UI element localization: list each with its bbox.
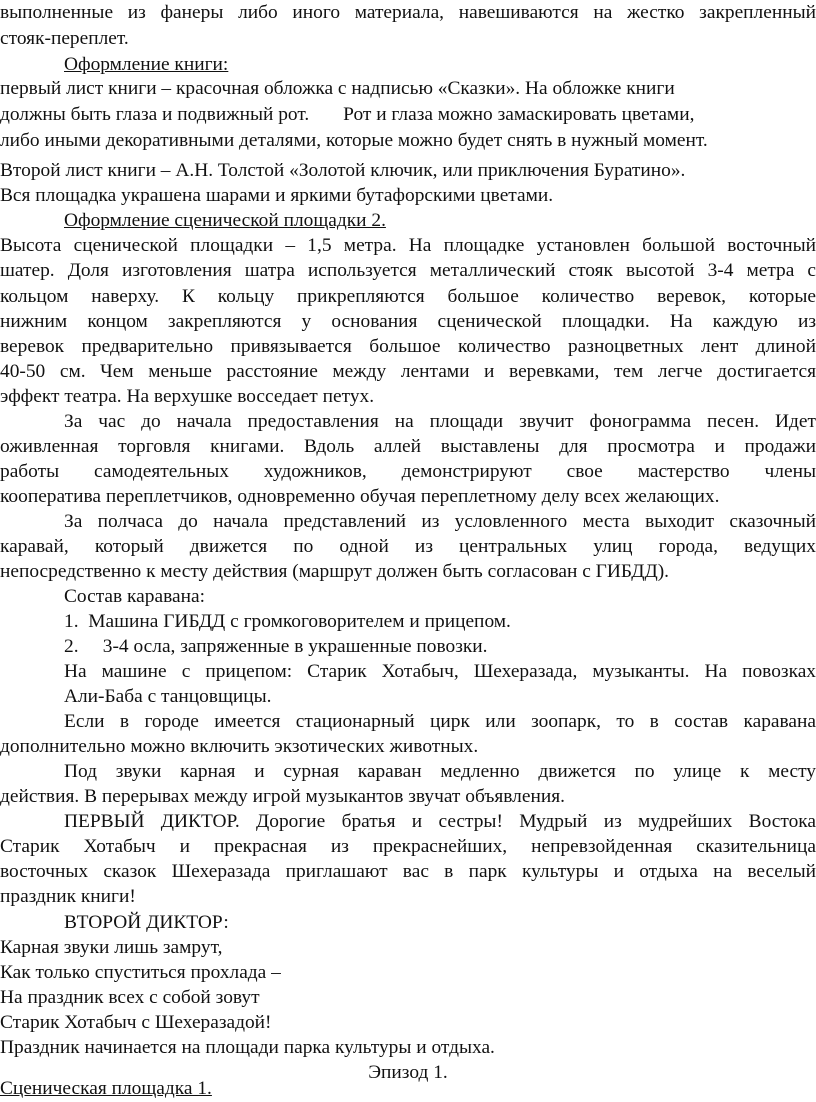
text-line: Старик Хотабыч и прекрасная из прекраснейших, непревзойденная сказительница xyxy=(0,836,816,857)
text-line: первый лист книги – красочная обложка с надписью «Сказки». На обложке книги xyxy=(0,78,675,99)
text-line: кольцом наверху. К кольцу прикрепляются большое количество веревок, которые xyxy=(0,286,816,307)
text-line: Вся площадка украшена шарами и яркими бутафорскими цветами. xyxy=(0,185,554,206)
text-line: дополнительно можно включить экзотических животных. xyxy=(0,736,479,757)
text-line: эффект театра. На верхушке восседает петух. xyxy=(0,386,375,407)
text-line: действия. В перерывах между игрой музыкантов звучат объявления. xyxy=(0,786,565,807)
text-line: работы самодеятельных художников, демонстрируют свое мастерство члены xyxy=(0,461,816,482)
text-line: либо иными декоративными деталями, которые можно будет снять в нужный момент. xyxy=(0,130,708,151)
section-heading-stage-1: Сценическая площадка 1. xyxy=(0,1078,212,1099)
list-item: 1. Машина ГИБДД с громкоговорителем и прицепом. xyxy=(64,611,511,632)
text-line: Состав каравана: xyxy=(64,586,205,607)
text-line: Али-Баба с танцовщицы. xyxy=(64,686,272,707)
text-line: За полчаса до начала представлений из условленного места выходит сказочный xyxy=(64,511,816,532)
text-line: На машине с прицепом: Старик Хотабыч, Шехеразада, музыканты. На повозках xyxy=(64,661,816,682)
text-line: Праздник начинается на площади парка культуры и отдыха. xyxy=(0,1037,495,1058)
text-line: Как только спуститься прохлада – xyxy=(0,962,281,983)
text-line: стояк-переплет. xyxy=(0,28,129,49)
text-line: Если в городе имеется стационарный цирк или зоопарк, то в состав каравана xyxy=(64,711,816,732)
text-line: должны быть глаза и подвижный рот. Рот и глаза можно замаскировать цветами, xyxy=(0,104,695,125)
text-line: каравай, который движется по одной из центральных улиц города, ведущих xyxy=(0,536,816,557)
episode-heading: Эпизод 1. xyxy=(368,1062,448,1083)
text-line: 40-50 см. Чем меньше расстояние между лентами и веревками, тем легче достигается xyxy=(0,361,816,382)
text-line: нижним концом закрепляются у основания сценической площадки. На каждую из xyxy=(0,311,816,332)
text-line: Под звуки карная и сурная караван медленно движется по улице к месту xyxy=(64,761,816,782)
text-line: Второй лист книги – А.Н. Толстой «Золотой ключик, или приключения Буратино». xyxy=(0,160,686,181)
text-line: выполненные из фанеры либо иного материала, навешиваются на жестко закрепленный xyxy=(0,2,816,23)
text-line: непосредственно к месту действия (маршрут должен быть согласован с ГИБДД). xyxy=(0,561,670,582)
text-line: Карная звуки лишь замрут, xyxy=(0,937,223,958)
text-line: восточных сказок Шехеразада приглашают вас в парк культуры и отдыха на веселый xyxy=(0,861,816,882)
text-line: Высота сценической площадки – 1,5 метра. На площадке установлен большой восточный xyxy=(0,235,816,256)
text-line: За час до начала предоставления на площади звучит фонограмма песен. Идет xyxy=(64,411,816,432)
text-line: праздник книги! xyxy=(0,886,136,907)
text-line: кооператива переплетчиков, одновременно обучая переплетному делу всех желающих. xyxy=(0,486,720,507)
section-heading-stage-2: Оформление сценической площадки 2. xyxy=(64,210,386,231)
text-line: ВТОРОЙ ДИКТОР: xyxy=(64,912,229,933)
section-heading-book: Оформление книги: xyxy=(64,54,229,75)
text-line: шатер. Доля изготовления шатра используется металлический стояк высотой 3-4 метра с xyxy=(0,260,816,281)
list-item: 2. 3-4 осла, запряженные в украшенные повозки. xyxy=(64,636,488,657)
text-line: оживленная торговля книгами. Вдоль аллей выставлены для просмотра и продажи xyxy=(0,436,816,457)
text-line: веревок предварительно привязывается большое количество разноцветных лент длиной xyxy=(0,336,816,357)
text-line: На праздник всех с собой зовут xyxy=(0,987,260,1008)
text-line: ПЕРВЫЙ ДИКТОР. Дорогие братья и сестры! Мудрый из мудрейших Востока xyxy=(64,811,816,832)
text-line: Старик Хотабыч с Шехеразадой! xyxy=(0,1012,272,1033)
